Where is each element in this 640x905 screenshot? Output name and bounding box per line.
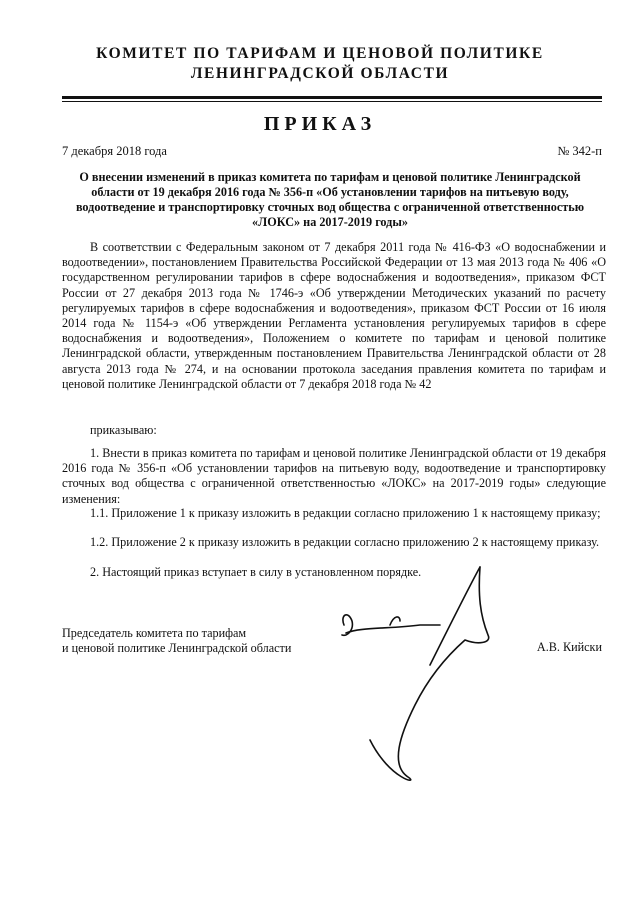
basis-paragraph: В соответствии с Федеральным законом от 7 декабря 2011 года № 416-ФЗ «О водоснабжении и водоотведении», постановлением Правительства Российской Федерации от 13 мая 2013 года № 406 «О государственном регулировании тарифов в сфере водоснабжения и водоотведения», приказом ФСТ России от 27 декабря 2013 года № 1746-э «Об утверждении Методических указаний по расчету регулируемых тарифов в сфере водоснабжения и водоотведения», приказом ФСТ России от 16 июля 2014 года № 1154-э «Об утверждении Регламента установления регулируемых тарифов в сфере водоснабжения и водоотведения», Положением о комитете по тарифам и ценовой политике Ленинградской области, утвержденным постановлением Правительства Ленинградской области от 28 августа 2013 года № 274, и на основании протокола заседания правления комитета по тарифам и ценовой политике Ленинградской области от 7 декабря 2018 года № 42: [62, 240, 606, 391]
document-number: № 342-п: [557, 144, 602, 158]
org-name-line2: ЛЕНИНГРАДСКОЙ ОБЛАСТИ: [190, 65, 450, 82]
header-rule-thick: [62, 96, 602, 99]
signer-title: [62, 626, 291, 656]
org-name-line1: КОМИТЕТ ПО ТАРИФАМ И ЦЕНОВОЙ ПОЛИТИКЕ: [96, 45, 544, 62]
item-2: 2. Настоящий приказ вступает в силу в установленном порядке.: [90, 565, 422, 579]
handwritten-signature: [330, 555, 530, 790]
signer-title-line1: Председатель комитета по тарифам: [62, 626, 247, 640]
item-1-1: 1.1. Приложение 1 к приказу изложить в редакции согласно приложению 1 к настоящему приказу;: [90, 506, 601, 520]
signer-name: А.В. Кийски: [536, 640, 602, 654]
order-word: приказываю:: [90, 423, 157, 437]
item-1-2: 1.2. Приложение 2 к приказу изложить в редакции согласно приложению 2 к настоящему приказу.: [90, 535, 600, 549]
document-subject: О внесении изменений в приказ комитета по тарифам и ценовой политике Ленинградской области от 19 декабря 2016 года № 356-п «Об установлении тарифов на питьевую воду, водоотведение и транспортировку сточных вод общества с ограниченной ответственностью «ЛОКС» на 2017-2019 годы»: [75, 170, 585, 229]
signer-title-line2: и ценовой политике Ленинградской области: [62, 641, 292, 655]
header-rule-thin: [62, 101, 602, 102]
document-date: 7 декабря 2018 года: [62, 144, 167, 158]
item-1: 1. Внести в приказ комитета по тарифам и ценовой политике Ленинградской области от 19 декабря 2016 года № 356-п «Об установлении тарифов на питьевую воду, водоотведение и транспортировку сточных вод общества с ограниченной ответственностью «ЛОКС» на 2017-2019 годы» следующие изменения:: [62, 446, 606, 506]
document-type-title: ПРИКАЗ: [263, 113, 377, 135]
